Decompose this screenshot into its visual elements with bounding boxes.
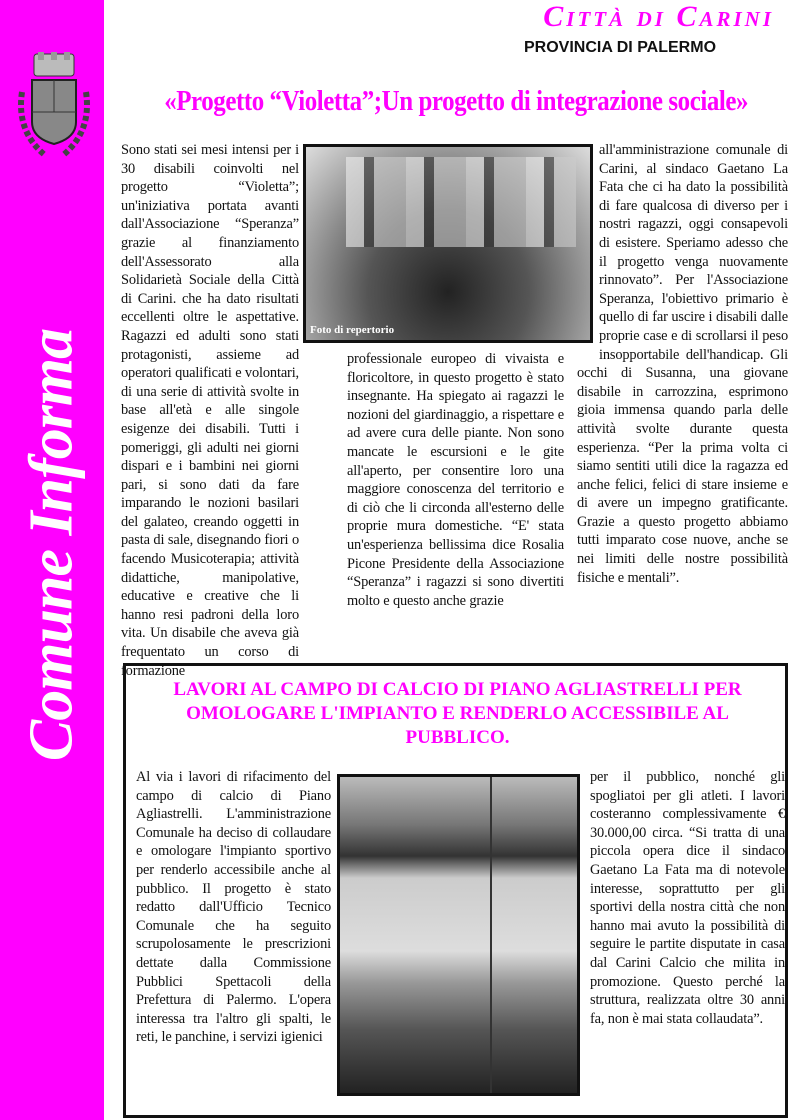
city-title: Città di Carini xyxy=(543,0,774,33)
sidebar-strip xyxy=(0,0,104,1120)
article-column-3-text: all'amministrazione comunale di Carini, al sindaco Gaetano La Fata che ci ha dato la possibilità di fare qualcosa di diverso per i nostri ragazzi, oggi consapevoli di esistere. Speriamo adesso che il progetto venga nuovamente rinnovato”. Per l'Associazione Speranza, l'obiettivo primario è quello di far uscire i disabili dalle proprie case e di scrollarsi il peso insopportabile dell'handicap. Gli occhi di Susanna, una giovane disabile in carrozzina, esprimono gioia immensa quando parla delle attività svolte durante questa esperienza. “Per la prima volta ci siamo sentiti utili dice la ragazza ed anche felici, felici di stare insieme e di avere un impegno gratificante. Grazie a questo progetto abbiamo tutti imparato cose nuove, anche se nei limiti delle nostre possibilità fisiche e mentali”. xyxy=(577,142,788,586)
article2-column-1: Al via i lavori di rifacimento del campo di calcio di Piano Agliastrelli. L'amministrazione Comunale ha deciso di collaudare e omologare l'impianto sportivo per renderlo accessibile anche al pubblico. Il progetto è stato redatto dall'Ufficio Tecnico Comunale che ha seguito scrupolosamente le prescrizioni dettate dalla Commissione Pubblici Spettacoli della Prefettura di Palermo. L'opera interessa tra l'altro gli spalti, le reti, le panchine, i servizi igienici xyxy=(136,769,331,1046)
coat-of-arms-icon xyxy=(16,52,92,164)
event-photo xyxy=(303,144,593,343)
column-spacer xyxy=(577,141,599,346)
article-title: «Progetto “Violetta”;Un progetto di integrazione sociale» xyxy=(164,85,749,117)
vertical-masthead: Comune Informa xyxy=(17,328,86,762)
article2-column-2: per il pubblico, nonché gli spogliatoi per gli atleti. I lavori costeranno complessivamente € 30.000,00 circa. “Si tratta di una piccola opera dice il sindaco Gaetano La Fata ma di notevole interesse, soprattutto per gli sportivi della nostra città che non hanno mai avuto la possibilità di seguire le partite disputate in casa dal Carini Calcio che milita in promozione. Questo perché la struttura, realizzata oltre 30 anni fa, non è mai stata collaudata”. xyxy=(590,769,785,1027)
photo-caption: Foto di repertorio xyxy=(310,324,395,336)
article-column-2: professionale europeo di vivaista e floricoltore, in questo progetto è stato insegnante. Ha spiegato ai ragazzi le nozioni del giardinaggio, a rispettare e ad avere cura delle piante. Non sono mancate le escursioni e le gite all'aperto, per consentire loro una maggiore conoscenza del territorio e di ciò che li circonda all'esterno delle proprie mura domestiche. “E' stata un'esperienza bellissima dice Rosalia Picone Presidente della Associazione “Speranza” i ragazzi si sono divertiti molto e questo anche grazie xyxy=(347,351,564,609)
province-subtitle: PROVINCIA DI PALERMO xyxy=(524,39,717,56)
article-column-1: Sono stati sei mesi intensi per i 30 disabili coinvolti nel progetto “Violetta”; un'iniziativa portata avanti dall'Associazione “Speranza” grazie al finanziamento dell'Assessorato alla Solidarietà Sociale della Città di Carini. che ha dato risultati eccellenti oltre le aspettative. Ragazzi ed adulti sono stati protagonisti, assieme ad operatori qualificati e volontari, di una serie di attività svolte in base all'età e alle singole esigenze dei disabili. Tutti i pomeriggi, gli adulti nei giorni dispari e i bambini nei giorni pari, si sono dati da fare imparando le nozioni basilari del galateo, creando oggetti in pasta di sale, disegnando fiori o facendo Musicoterapia; attività didattiche, manipolative, educative e creative che li hanno resi padroni della loro vita. Un disabile che aveva già frequentato un corso di formazione xyxy=(121,142,299,679)
article-column-3 xyxy=(577,141,788,587)
football-field-photo xyxy=(337,774,580,1096)
article2-title: LAVORI AL CAMPO DI CALCIO DI PIANO AGLIASTRELLI PER OMOLOGARE L'IMPIANTO E RENDERLO ACCESSIBILE AL PUBBLICO. xyxy=(173,679,742,748)
